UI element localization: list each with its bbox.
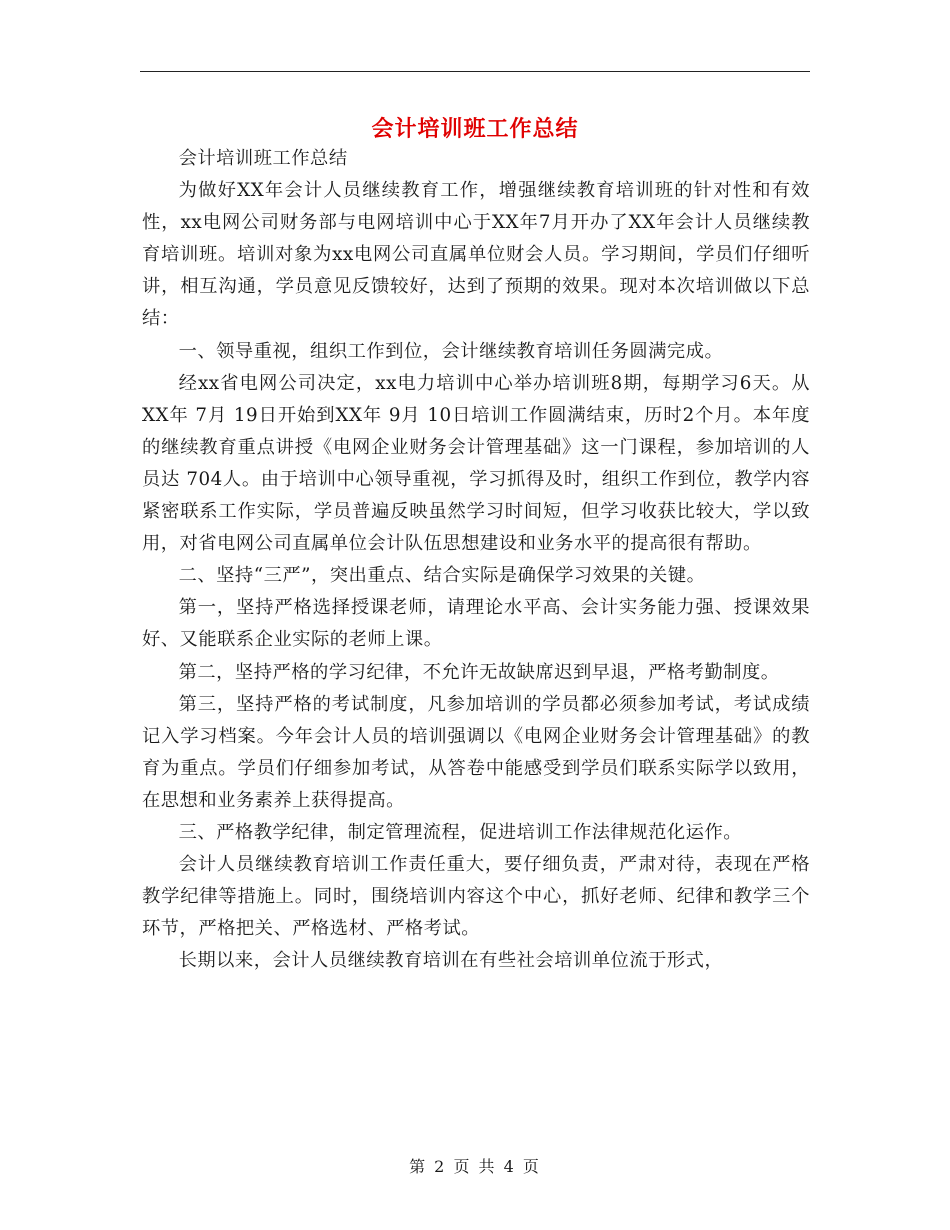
paragraph: 第二，坚持严格的学习纪律，不允许无故缺席迟到早退，严格考勤制度。 [178, 661, 780, 683]
document-title: 会计培训班工作总结 [371, 116, 579, 142]
section-heading: 一、领导重视，组织工作到位，会计继续教育培训任务圆满完成。 [178, 340, 724, 362]
paragraph: 为做好XX年会计人员继续教育工作，增强继续教育培训班的针对性和有效性，xx电网公司财务部与电网培训中心于XX年7月开办了XX年会计人员继续教育培训班。培训对象为xx电网公司直属单位财会人员。学习期间，学员们仔细听讲，相互沟通，学员意见反馈较好，达到了预期的效果。现对本次培训做以下总结： [142, 180, 810, 330]
paragraph: 经xx省电网公司决定，xx电力培训中心举办培训班8期，每期学习6天。从 XX年 7月 19日开始到XX年 9月 10日培训工作圆满结束，历时2个月。本年度的继续教育重点讲授《电网企业财务会计管理基础》这一门课程，参加培训的人员达 704人。由于培训中心领导重视，学习抓得及时，组织工作到位，教学内容紧密联系工作实际，学员普遍反映虽然学习时间短，但学习收获比较大，学以致用，对省电网公司直属单位会计队伍思想建设和业务水平的提高很有帮助。 [142, 372, 810, 555]
paragraph: 长期以来，会计人员继续教育培训在有些社会培训单位流于形式， [178, 950, 724, 972]
paragraph: 会计人员继续教育培训工作责任重大，要仔细负责，严肃对待，表现在严格教学纪律等措施上。同时，围绕培训内容这个中心，抓好老师、纪律和教学三个环节，严格把关、严格选材、严格考试。 [142, 854, 810, 940]
page-number-footer: 第 2 页 共 4 页 [409, 1157, 541, 1176]
paragraph: 第三，坚持严格的考试制度，凡参加培训的学员都必须参加考试，考试成绩记入学习档案。今年会计人员的培训强调以《电网企业财务会计管理基础》的教育为重点。学员们仔细参加考试，从答卷中能感受到学员们联系实际学以致用，在思想和业务素养上获得提高。 [142, 693, 810, 811]
document-body [142, 143, 810, 977]
paragraph: 第一，坚持严格选择授课老师，请理论水平高、会计实务能力强、授课效果好、又能联系企业实际的老师上课。 [142, 597, 810, 651]
header-rule [140, 71, 810, 72]
section-heading: 二、坚持“三严”，突出重点、结合实际是确保学习效果的关键。 [178, 565, 706, 587]
section-heading: 三、严格教学纪律，制定管理流程，促进培训工作法律规范化运作。 [178, 821, 743, 843]
paragraph: 会计培训班工作总结 [178, 148, 348, 169]
